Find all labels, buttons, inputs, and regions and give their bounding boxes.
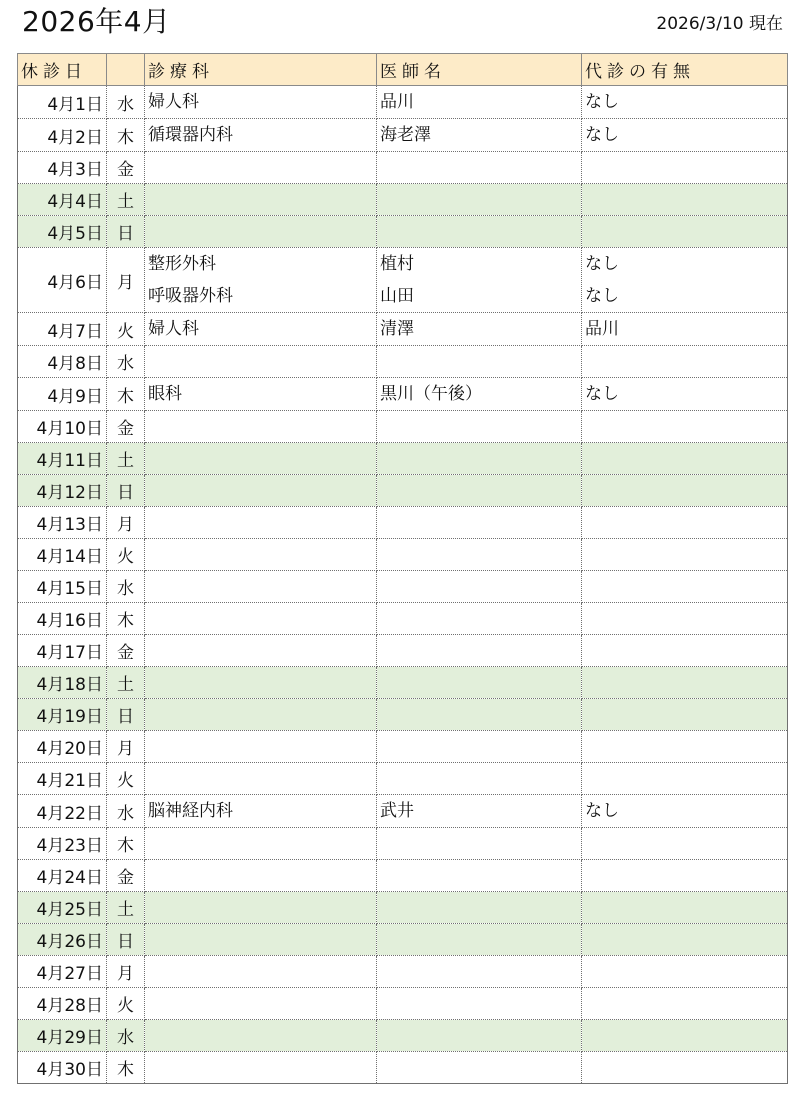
doctor-value: 山田: [380, 286, 414, 306]
closure-date: 4月22日: [18, 795, 107, 828]
table-row: [18, 539, 788, 571]
weekday: 水: [107, 795, 145, 828]
weekday: 木: [107, 603, 145, 635]
department-cell: [145, 507, 377, 539]
substitute-value: なし: [585, 125, 619, 145]
department-cell: [145, 1020, 377, 1052]
table-row: [18, 248, 788, 313]
doctor-cell: [377, 313, 582, 346]
closure-date: 4月3日: [18, 152, 107, 184]
weekday: 金: [107, 860, 145, 892]
doctor-cell: [377, 346, 582, 378]
department-cell: [145, 216, 377, 248]
closure-date: 4月27日: [18, 956, 107, 988]
as-of-date: 2026/3/10 現在: [656, 14, 783, 34]
doctor-cell: [377, 443, 582, 475]
doctor-cell: [377, 603, 582, 635]
table-row: [18, 443, 788, 475]
table-row: [18, 763, 788, 795]
weekday: 火: [107, 988, 145, 1020]
closure-date: 4月21日: [18, 763, 107, 795]
closure-date: 4月14日: [18, 539, 107, 571]
closure-date: 4月4日: [18, 184, 107, 216]
department-cell: [145, 1052, 377, 1084]
weekday: 月: [107, 956, 145, 988]
table-row: [18, 828, 788, 860]
substitute-cell: [582, 571, 788, 603]
weekday: 木: [107, 119, 145, 152]
substitute-cell: [582, 1020, 788, 1052]
table-header-row: [18, 54, 788, 86]
department-cell: [145, 475, 377, 507]
closure-date: 4月30日: [18, 1052, 107, 1084]
department-cell: [145, 539, 377, 571]
substitute-cell: [582, 667, 788, 699]
weekday: 日: [107, 475, 145, 507]
weekday: 火: [107, 313, 145, 346]
doctor-cell: [377, 1020, 582, 1052]
substitute-cell: [582, 346, 788, 378]
department-value: 眼科: [148, 384, 182, 404]
weekday: 日: [107, 216, 145, 248]
closure-date: 4月28日: [18, 988, 107, 1020]
weekday: 月: [107, 248, 145, 313]
closure-date: 4月23日: [18, 828, 107, 860]
department-value: 婦人科: [148, 92, 199, 112]
doctor-cell: [377, 699, 582, 731]
closure-date: 4月2日: [18, 119, 107, 152]
department-cell: [145, 86, 377, 119]
weekday: 水: [107, 571, 145, 603]
substitute-cell: [582, 152, 788, 184]
doctor-cell: [377, 216, 582, 248]
closure-date: 4月10日: [18, 411, 107, 443]
table-row: [18, 860, 788, 892]
table-row: [18, 507, 788, 539]
substitute-cell: [582, 988, 788, 1020]
substitute-cell: [582, 378, 788, 411]
closure-date: 4月13日: [18, 507, 107, 539]
weekday: 火: [107, 763, 145, 795]
closure-date: 4月5日: [18, 216, 107, 248]
table-row: [18, 956, 788, 988]
substitute-cell: [582, 924, 788, 956]
department-value: 呼吸器外科: [148, 286, 233, 306]
substitute-cell: [582, 119, 788, 152]
department-cell: [145, 635, 377, 667]
table-row: [18, 699, 788, 731]
substitute-value: なし: [585, 92, 619, 112]
table-row: [18, 603, 788, 635]
closure-date: 4月29日: [18, 1020, 107, 1052]
department-cell: [145, 313, 377, 346]
table-row: [18, 86, 788, 119]
substitute-cell: [582, 216, 788, 248]
doctor-value: 武井: [380, 801, 414, 821]
department-cell: [145, 248, 377, 313]
doctor-cell: [377, 152, 582, 184]
department-cell: [145, 795, 377, 828]
table-row: [18, 346, 788, 378]
doctor-value: 品川: [380, 92, 414, 112]
table-row: [18, 1020, 788, 1052]
closure-date: 4月12日: [18, 475, 107, 507]
department-cell: [145, 571, 377, 603]
header-substitute: 代診の有無: [582, 54, 788, 86]
weekday: 月: [107, 731, 145, 763]
table-row: [18, 1052, 788, 1084]
doctor-cell: [377, 667, 582, 699]
doctor-cell: [377, 507, 582, 539]
department-value: 整形外科: [148, 254, 216, 274]
substitute-cell: [582, 635, 788, 667]
substitute-cell: [582, 956, 788, 988]
doctor-cell: [377, 924, 582, 956]
table-row: [18, 892, 788, 924]
table-row: [18, 475, 788, 507]
doctor-cell: [377, 378, 582, 411]
department-cell: [145, 346, 377, 378]
department-cell: [145, 152, 377, 184]
closure-date: 4月15日: [18, 571, 107, 603]
department-cell: [145, 924, 377, 956]
table-row: [18, 411, 788, 443]
department-cell: [145, 988, 377, 1020]
closure-date: 4月24日: [18, 860, 107, 892]
weekday: 日: [107, 924, 145, 956]
weekday: 火: [107, 539, 145, 571]
department-cell: [145, 763, 377, 795]
closure-date: 4月16日: [18, 603, 107, 635]
closure-schedule-table: [17, 53, 788, 1084]
table-row: [18, 571, 788, 603]
table-row: [18, 152, 788, 184]
department-cell: [145, 731, 377, 763]
weekday: 金: [107, 635, 145, 667]
table-row: [18, 635, 788, 667]
substitute-cell: [582, 731, 788, 763]
table-row: [18, 795, 788, 828]
department-cell: [145, 828, 377, 860]
weekday: 木: [107, 1052, 145, 1084]
table-row: [18, 731, 788, 763]
table-row: [18, 313, 788, 346]
doctor-cell: [377, 248, 582, 313]
closure-date: 4月18日: [18, 667, 107, 699]
substitute-cell: [582, 507, 788, 539]
department-cell: [145, 860, 377, 892]
closure-date: 4月19日: [18, 699, 107, 731]
table-row: [18, 924, 788, 956]
department-cell: [145, 378, 377, 411]
closure-date: 4月7日: [18, 313, 107, 346]
substitute-cell: [582, 795, 788, 828]
substitute-value: 品川: [585, 319, 619, 339]
page-title: 2026年4月: [22, 5, 171, 38]
department-cell: [145, 956, 377, 988]
substitute-value: なし: [585, 254, 619, 274]
closure-date: 4月1日: [18, 86, 107, 119]
closure-date: 4月11日: [18, 443, 107, 475]
department-cell: [145, 119, 377, 152]
doctor-cell: [377, 892, 582, 924]
closure-date: 4月6日: [18, 248, 107, 313]
doctor-cell: [377, 956, 582, 988]
weekday: 木: [107, 828, 145, 860]
department-cell: [145, 184, 377, 216]
substitute-cell: [582, 86, 788, 119]
table-row: [18, 184, 788, 216]
doctor-cell: [377, 635, 582, 667]
doctor-value: 植村: [380, 254, 414, 274]
closure-date: 4月8日: [18, 346, 107, 378]
doctor-cell: [377, 475, 582, 507]
weekday: 水: [107, 346, 145, 378]
weekday: 木: [107, 378, 145, 411]
closure-date: 4月17日: [18, 635, 107, 667]
substitute-value: なし: [585, 384, 619, 404]
header-date: 休診日: [18, 54, 107, 86]
substitute-cell: [582, 411, 788, 443]
doctor-value: 海老澤: [380, 125, 431, 145]
department-cell: [145, 699, 377, 731]
closure-date: 4月20日: [18, 731, 107, 763]
doctor-cell: [377, 828, 582, 860]
department-cell: [145, 443, 377, 475]
substitute-cell: [582, 763, 788, 795]
weekday: 土: [107, 667, 145, 699]
header-department: 診療科: [145, 54, 377, 86]
doctor-cell: [377, 1052, 582, 1084]
doctor-cell: [377, 795, 582, 828]
department-value: 婦人科: [148, 319, 199, 339]
substitute-cell: [582, 860, 788, 892]
doctor-cell: [377, 86, 582, 119]
closure-date: 4月26日: [18, 924, 107, 956]
department-cell: [145, 411, 377, 443]
doctor-value: 清澤: [380, 319, 414, 339]
doctor-cell: [377, 411, 582, 443]
substitute-cell: [582, 539, 788, 571]
header-doctor: 医師名: [377, 54, 582, 86]
table-row: [18, 378, 788, 411]
substitute-cell: [582, 699, 788, 731]
substitute-cell: [582, 313, 788, 346]
weekday: 金: [107, 152, 145, 184]
substitute-cell: [582, 892, 788, 924]
department-value: 脳神経内科: [148, 801, 233, 821]
substitute-value: なし: [585, 801, 619, 821]
weekday: 土: [107, 892, 145, 924]
substitute-cell: [582, 443, 788, 475]
doctor-cell: [377, 184, 582, 216]
weekday: 月: [107, 507, 145, 539]
weekday: 水: [107, 86, 145, 119]
table-row: [18, 216, 788, 248]
substitute-cell: [582, 828, 788, 860]
weekday: 土: [107, 184, 145, 216]
doctor-cell: [377, 539, 582, 571]
table-row: [18, 119, 788, 152]
department-cell: [145, 603, 377, 635]
weekday: 水: [107, 1020, 145, 1052]
department-cell: [145, 667, 377, 699]
substitute-cell: [582, 1052, 788, 1084]
substitute-cell: [582, 603, 788, 635]
closure-date: 4月25日: [18, 892, 107, 924]
substitute-cell: [582, 184, 788, 216]
doctor-cell: [377, 571, 582, 603]
doctor-cell: [377, 763, 582, 795]
header-weekday: [107, 54, 145, 86]
doctor-cell: [377, 731, 582, 763]
doctor-cell: [377, 860, 582, 892]
substitute-value: なし: [585, 286, 619, 306]
weekday: 土: [107, 443, 145, 475]
doctor-cell: [377, 988, 582, 1020]
doctor-cell: [377, 119, 582, 152]
table-row: [18, 988, 788, 1020]
substitute-cell: [582, 475, 788, 507]
department-cell: [145, 892, 377, 924]
weekday: 金: [107, 411, 145, 443]
substitute-cell: [582, 248, 788, 313]
table-row: [18, 667, 788, 699]
weekday: 日: [107, 699, 145, 731]
doctor-value: 黒川（午後）: [380, 384, 482, 404]
closure-date: 4月9日: [18, 378, 107, 411]
department-value: 循環器内科: [148, 125, 233, 145]
